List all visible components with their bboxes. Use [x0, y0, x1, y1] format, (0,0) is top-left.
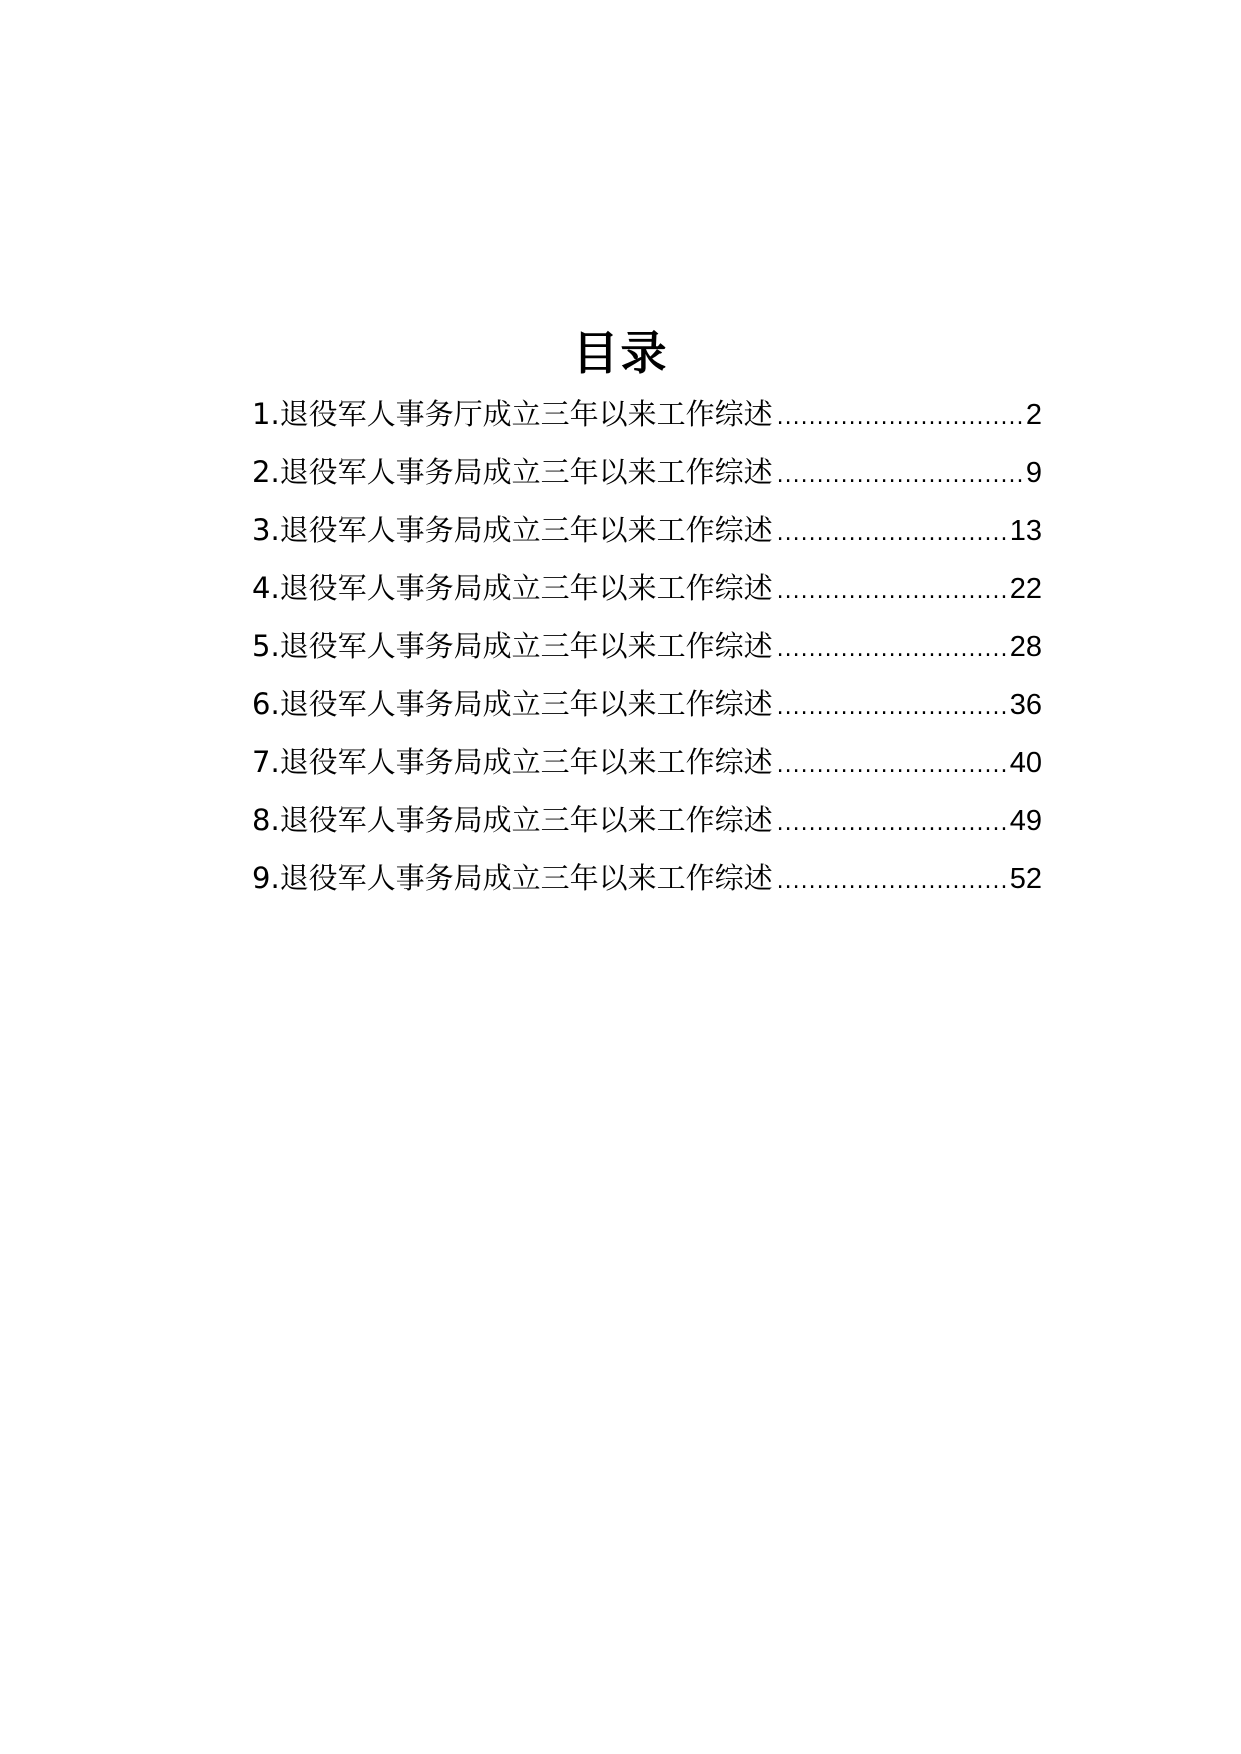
toc-entry[interactable] [252, 791, 1042, 849]
toc-page-number: 2 [1025, 399, 1042, 431]
toc-dot-leader [777, 621, 1008, 679]
toc-entry[interactable] [252, 617, 1042, 675]
toc-page-number: 9 [1025, 457, 1042, 489]
toc-dot-leader [777, 853, 1008, 911]
toc-entry-title: 9.退役军人事务局成立三年以来工作综述 [252, 861, 773, 895]
toc-entry-title: 8.退役军人事务局成立三年以来工作综述 [252, 803, 773, 837]
toc-page-number: 22 [1009, 573, 1042, 605]
toc-entry[interactable] [252, 385, 1042, 443]
toc-entry-title: 4.退役军人事务局成立三年以来工作综述 [252, 571, 773, 605]
toc-entry-title: 3.退役军人事务局成立三年以来工作综述 [252, 513, 773, 547]
table-of-contents [252, 385, 1042, 907]
toc-dot-leader [777, 447, 1024, 505]
toc-dot-leader [777, 795, 1008, 853]
toc-dot-leader [777, 389, 1024, 447]
toc-entry-title: 2.退役军人事务局成立三年以来工作综述 [252, 455, 773, 489]
toc-entry[interactable] [252, 559, 1042, 617]
toc-page-number: 52 [1009, 863, 1042, 895]
toc-entry[interactable] [252, 849, 1042, 907]
toc-entry[interactable] [252, 443, 1042, 501]
toc-entry-title: 5.退役军人事务局成立三年以来工作综述 [252, 629, 773, 663]
toc-entry-title: 7.退役军人事务局成立三年以来工作综述 [252, 745, 773, 779]
toc-entry-title: 1.退役军人事务厅成立三年以来工作综述 [252, 397, 773, 431]
toc-page-number: 40 [1009, 747, 1042, 779]
toc-entry[interactable] [252, 733, 1042, 791]
toc-page-number: 36 [1009, 689, 1042, 721]
toc-entry-title: 6.退役军人事务局成立三年以来工作综述 [252, 687, 773, 721]
toc-page-number: 49 [1009, 805, 1042, 837]
toc-entry[interactable] [252, 675, 1042, 733]
toc-page-number: 13 [1009, 515, 1042, 547]
toc-entry[interactable] [252, 501, 1042, 559]
toc-dot-leader [777, 679, 1008, 737]
toc-page-number: 28 [1009, 631, 1042, 663]
toc-dot-leader [777, 563, 1008, 621]
toc-dot-leader [777, 505, 1008, 563]
toc-dot-leader [777, 737, 1008, 795]
page-title: 目录 [572, 325, 669, 380]
